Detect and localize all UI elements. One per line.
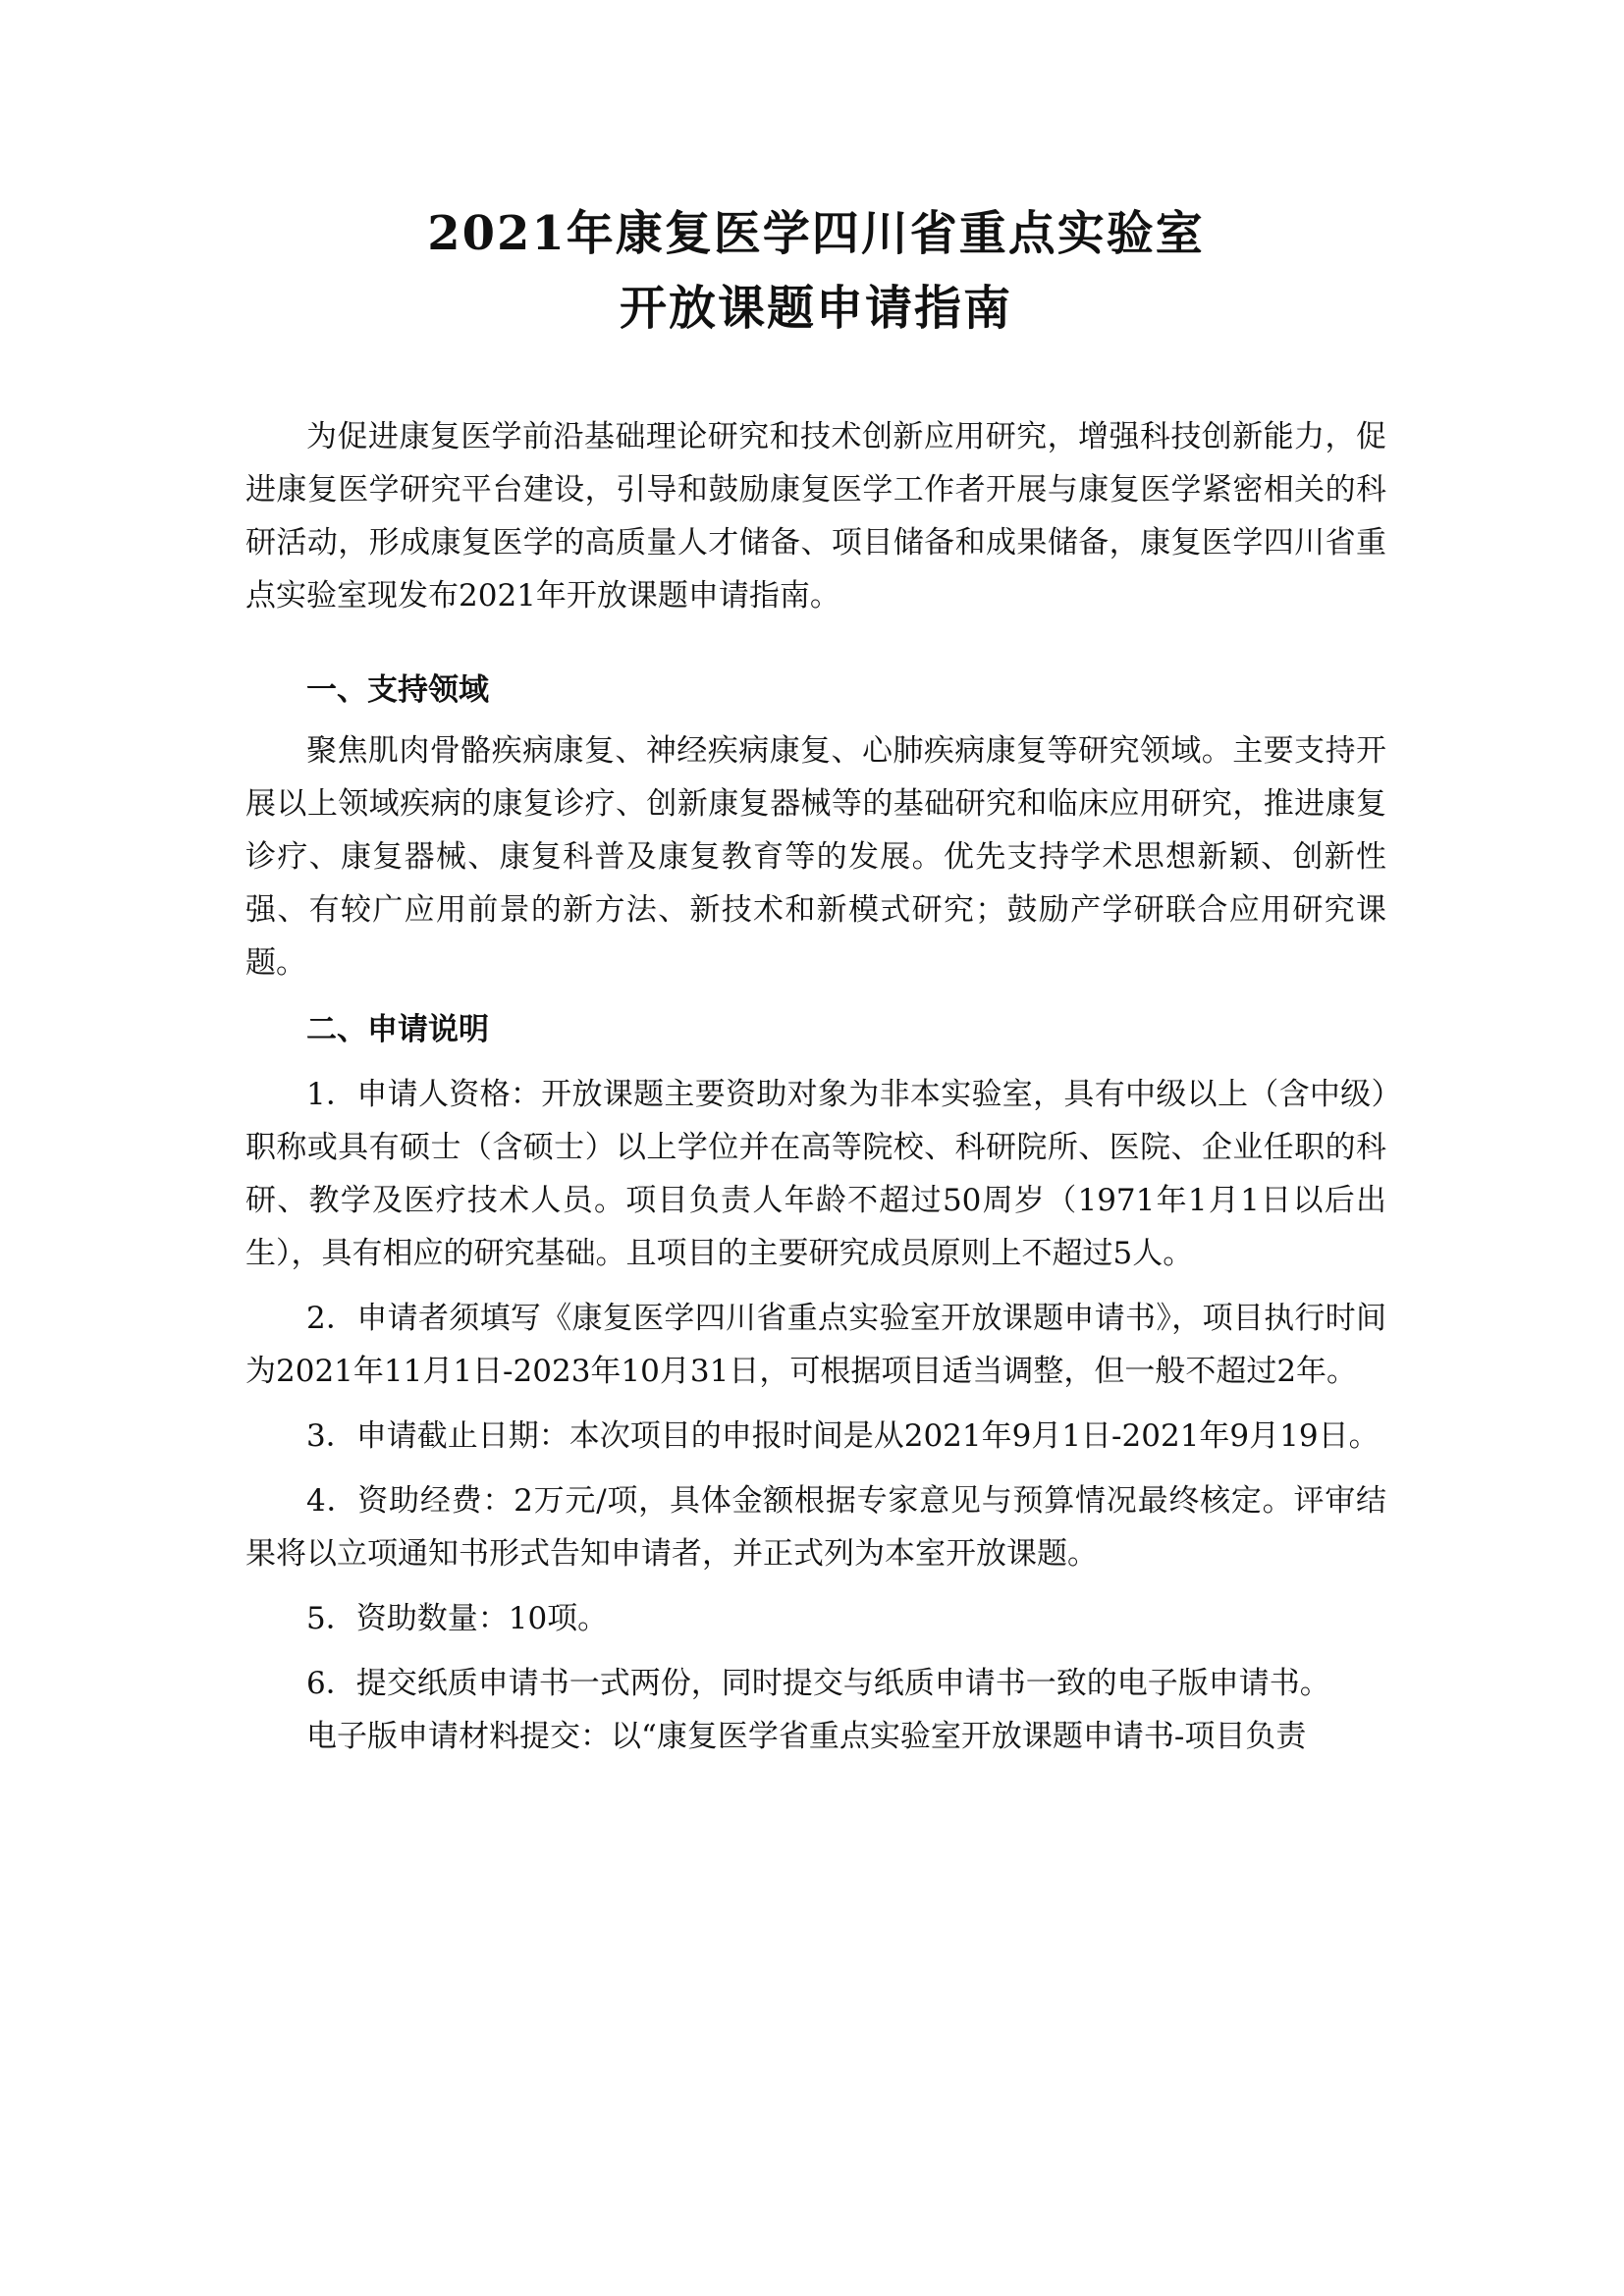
application-item-1: 1．申请人资格：开放课题主要资助对象为非本实验室，具有中级以上（含中级）职称或具有硕士（含硕士）以上学位并在高等院校、科研院所、医院、企业任职的科研、教学及医疗技术人员。项目负责人年龄不超过50周岁（1971年1月1日以后出生），具有相应的研究基础。且项目的主要研究成员原则上不超过5人。 [245,1077,1386,1271]
title-line-1: 2021年康复医学四川省重点实验室 [427,206,1205,261]
application-item-5: 5．资助数量：10项。 [306,1601,609,1636]
document-title [245,196,1386,346]
intro-paragraph: 为促进康复医学前沿基础理论研究和技术创新应用研究，增强科技创新能力，促进康复医学研究平台建设，引导和鼓励康复医学工作者开展与康复医学紧密相关的科研活动，形成康复医学的高质量人才储备、项目储备和成果储备，康复医学四川省重点实验室现发布2021年开放课题申请指南。 [245,419,1386,614]
title-line-2: 开放课题申请指南 [619,281,1012,336]
application-item-4: 4．资助经费：2万元/项，具体金额根据专家意见与预算情况最终核定。评审结果将以立项通知书形式告知申请者，并正式列为本室开放课题。 [245,1483,1386,1572]
application-item-6: 6．提交纸质申请书一式两份，同时提交与纸质申请书一致的电子版申请书。 [306,1666,1330,1701]
application-item-2: 2．申请者须填写《康复医学四川省重点实验室开放课题申请书》，项目执行时间为2021年11月1日-2023年10月31日，可根据项目适当调整，但一般不超过2年。 [245,1301,1386,1389]
document-content [245,196,1386,1763]
electronic-submission-paragraph: 电子版申请材料提交：以“康复医学省重点实验室开放课题申请书-项目负责 [306,1719,1307,1754]
application-item-3: 3．申请截止日期：本次项目的申报时间是从2021年9月1日-2021年9月19日。 [306,1418,1380,1454]
section-heading-application-notes: 二、申请说明 [306,1012,489,1047]
section-heading-support-areas: 一、支持领域 [306,672,489,708]
support-areas-paragraph: 聚焦肌肉骨骼疾病康复、神经疾病康复、心肺疾病康复等研究领域。主要支持开展以上领域疾病的康复诊疗、创新康复器械等的基础研究和临床应用研究，推进康复诊疗、康复器械、康复科普及康复教育等的发展。优先支持学术思想新颖、创新性强、有较广应用前景的新方法、新技术和新模式研究；鼓励产学研联合应用研究课题。 [245,733,1386,981]
